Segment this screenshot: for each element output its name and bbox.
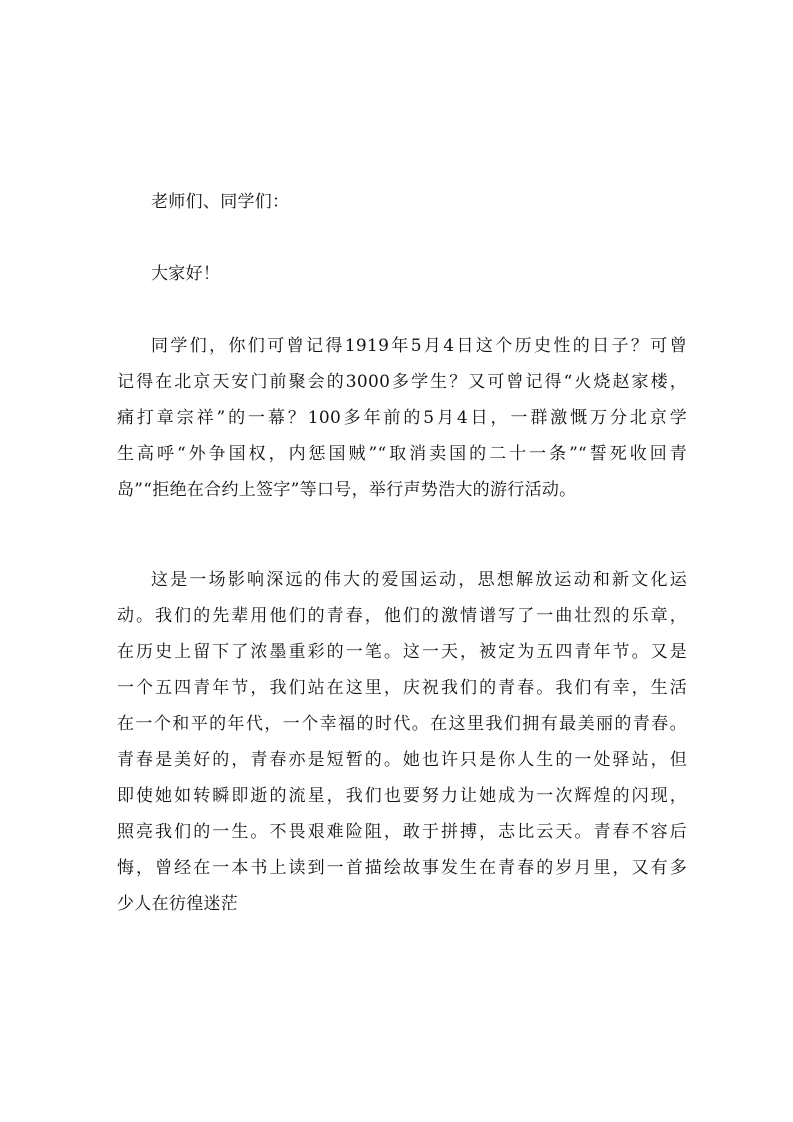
paragraph-line: 悔，曾经在一本书上读到一首描绘故事发生在青春的岁月里，又有多 xyxy=(117,858,687,878)
paragraph-line: 同学们，你们可曾记得1919年5月4日这个历史性的日子？可曾 xyxy=(151,336,687,356)
paragraph-line: 青春是美好的，青春亦是短暂的。她也许只是你人生的一处驿站，但 xyxy=(117,750,687,770)
paragraph-line: 岛”“拒绝在合约上签字”等口号，举行声势浩大的游行活动。 xyxy=(117,480,577,500)
paragraph-line: 在历史上留下了浓墨重彩的一笔。这一天，被定为五四青年节。又是 xyxy=(117,642,687,662)
paragraph-line: 记得在北京天安门前聚会的3000多学生？又可曾记得“火烧赵家楼， xyxy=(117,372,687,392)
paragraph-line: 少人在彷徨迷茫 xyxy=(117,894,239,914)
paragraph-line: 即使她如转瞬即逝的流星，我们也要努力让她成为一次辉煌的闪现， xyxy=(117,786,687,806)
paragraph-line: 生高呼“外争国权，内惩国贼”“取消卖国的二十一条”“誓死收回青 xyxy=(117,444,687,464)
document-body xyxy=(117,184,687,922)
salutation: 老师们、同学们： xyxy=(151,192,290,212)
paragraph-line: 这是一场影响深远的伟大的爱国运动，思想解放运动和新文化运 xyxy=(151,570,687,590)
paragraph-1 xyxy=(117,328,687,508)
paragraph-line: 动。我们的先辈用他们的青春，他们的激情谱写了一曲壮烈的乐章， xyxy=(117,606,687,626)
paragraph-line: 一个五四青年节，我们站在这里，庆祝我们的青春。我们有幸，生活 xyxy=(117,678,687,698)
paragraph-line: 照亮我们的一生。不畏艰难险阻，敢于拼搏，志比云天。青春不容后 xyxy=(117,822,687,842)
paragraph-line: 痛打章宗祥”的一幕？100多年前的5月4日，一群激慨万分北京学 xyxy=(117,408,687,428)
greeting: 大家好！ xyxy=(151,264,221,284)
paragraph-line: 在一个和平的年代，一个幸福的时代。在这里我们拥有最美丽的青春。 xyxy=(117,714,687,734)
paragraph-2 xyxy=(117,562,687,922)
